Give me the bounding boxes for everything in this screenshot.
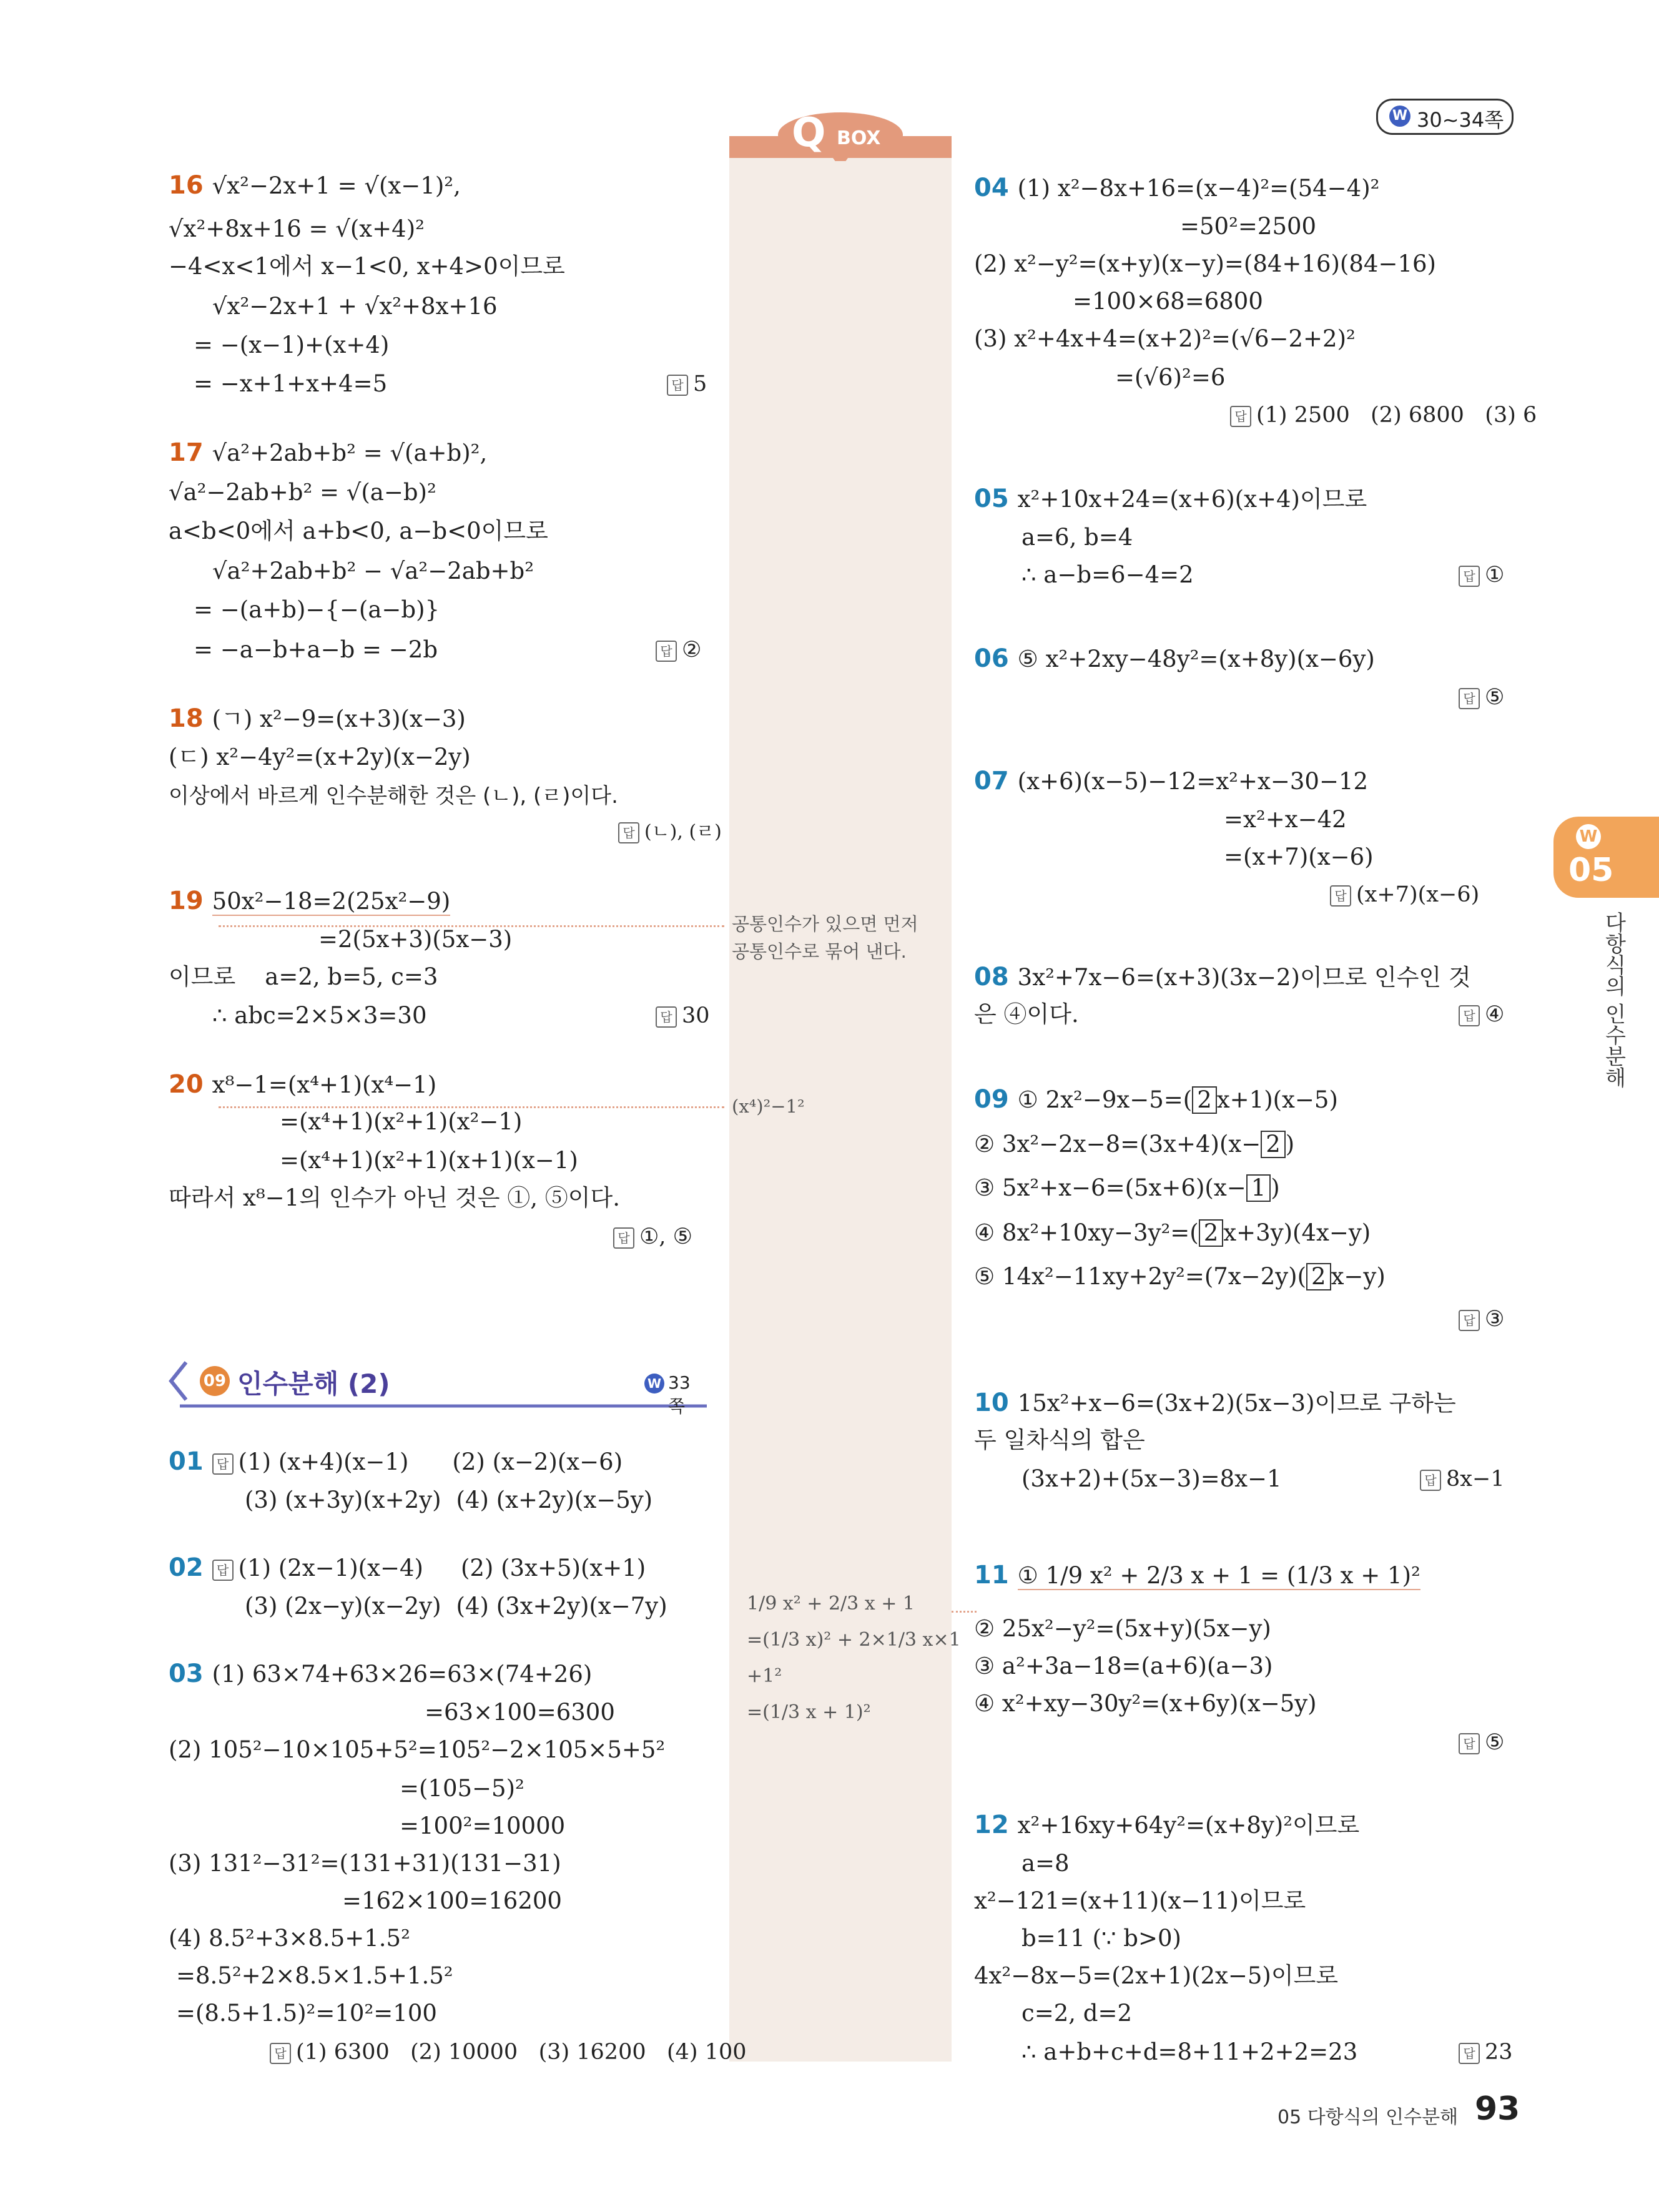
- problem-17-line5: = −(a+b)−{−(a−b)}: [194, 596, 440, 623]
- problem-12-number: 12: [974, 1811, 1009, 1839]
- problem-07-line1: 07 (x+6)(x−5)−12=x²+x−30−12: [974, 767, 1369, 795]
- problem-17-answer: 답 ②: [656, 634, 701, 666]
- problem-17-number: 17: [169, 438, 204, 467]
- section-09-page-ref: 33쪽: [668, 1372, 691, 1417]
- problem-20-line1: [169, 1069, 436, 1101]
- problem-03-line3: (2) 105²−10×105+5²=105²−2×105×5+5²: [169, 1736, 666, 1763]
- problem-04-number: 04: [974, 174, 1009, 202]
- section-09-title: 인수분해 (2): [237, 1369, 390, 1399]
- problem-09-answer: 답 ③: [1459, 1304, 1504, 1335]
- problem-01-number: 01: [169, 1447, 204, 1476]
- problem-16-number: 16: [169, 171, 204, 200]
- problem-19-line4: ∴ abc=2×5×3=30: [212, 1002, 427, 1029]
- problem-16-answer: 답 5: [667, 368, 707, 400]
- p18-text: (ㄱ) x²−9=(x+3)(x−3): [212, 705, 466, 732]
- p20-text: x⁸−1=(x⁴+1)(x⁴−1): [212, 1071, 437, 1098]
- section-09-header: [167, 1356, 707, 1417]
- problem-16-line1: [169, 170, 461, 202]
- problem-05-line1: 05 x²+10x+24=(x+6)(x+4)이므로: [974, 484, 1367, 513]
- problem-07-line3: =(x+7)(x−6): [1224, 843, 1374, 870]
- page-ref-pill: [1376, 99, 1514, 135]
- problem-20-number: 20: [169, 1070, 204, 1099]
- problem-18-line1: [169, 703, 466, 735]
- problem-10-line3: (3x+2)+(5x−3)=8x−1: [1021, 1465, 1282, 1492]
- note-11: 1/9 x² + 2/3 x + 1 =(1/3 x)² + 2×1/3 x×1 +1² =(1/3 x + 1)²: [747, 1593, 961, 1723]
- problem-17-line4: √a²+2ab+b² − √a²−2ab+b²: [212, 558, 534, 584]
- problem-06-number: 06: [974, 644, 1009, 673]
- problem-03-line6: (3) 131²−31²=(131+31)(131−31): [169, 1850, 561, 1877]
- problem-03-line2: =63×100=6300: [425, 1699, 615, 1726]
- problem-17-line3: a<b<0에서 a+b<0, a−b<0이므로: [169, 518, 548, 544]
- problem-12-answer: 답 23: [1459, 2037, 1513, 2068]
- problem-07-number: 07: [974, 767, 1009, 795]
- page-number: 93: [1475, 2090, 1520, 2128]
- side-tab-label: 다항식의 인수분해: [1601, 912, 1626, 1088]
- problem-03-number: 03: [169, 1659, 204, 1688]
- problem-03-line10: =(8.5+1.5)²=10²=100: [176, 2000, 437, 2027]
- problem-04-line4: =100×68=6800: [1073, 288, 1263, 315]
- problem-05-number: 05: [974, 484, 1009, 513]
- problem-08-line1: 08 3x²+7x−6=(x+3)(3x−2)이므로 인수인 것: [974, 963, 1471, 991]
- problem-18-line2: (ㄷ) x²−4y²=(x+2y)(x−2y): [169, 744, 471, 770]
- problem-03-line9: =8.5²+2×8.5×1.5+1.5²: [176, 1962, 453, 1989]
- problem-10-number: 10: [974, 1389, 1009, 1417]
- problem-20-line2: =(x⁴+1)(x²+1)(x²−1): [280, 1108, 523, 1135]
- problem-04-line1: 04 (1) x²−8x+16=(x−4)²=(54−4)²: [974, 174, 1380, 202]
- problem-10-line2: 두 일차식의 합은: [974, 1427, 1145, 1453]
- problem-18-number: 18: [169, 704, 204, 733]
- problem-19-line2: =2(5x+3)(5x−3): [318, 926, 513, 953]
- problem-11-answer: 답 ⑤: [1459, 1727, 1504, 1758]
- problem-19-line3: 이므로 a=2, b=5, c=3: [169, 963, 438, 990]
- problem-09-line4: ④ 8x²+10xy−3y²=( 2 x+3y)(4x−y): [974, 1219, 1371, 1246]
- problem-16-line5: = −(x−1)+(x+4): [194, 332, 390, 358]
- problem-04-line2: =50²=2500: [1180, 213, 1317, 240]
- chapter-side-tab: [1553, 817, 1659, 898]
- p16-text: √x²−2x+1 = √(x−1)²,: [212, 172, 461, 199]
- problem-09-line1: 09 ① 2x²−9x−5=( 2 x+1)(x−5): [974, 1085, 1338, 1114]
- problem-12-line7: ∴ a+b+c+d=8+11+2+2=23: [1021, 2038, 1358, 2065]
- problem-03-line1: [169, 1658, 592, 1690]
- qbox-header: [729, 111, 952, 161]
- problem-11-line2: ② 25x²−y²=(5x+y)(5x−y): [974, 1615, 1271, 1642]
- problem-17-line6: = −a−b+a−b = −2b: [194, 636, 438, 663]
- problem-12-line3: x²−121=(x+11)(x−11)이므로: [974, 1887, 1306, 1914]
- p03-text: (1) 63×74+63×26=63×(74+26): [212, 1661, 593, 1688]
- problem-06-line1: 06 ⑤ x²+2xy−48y²=(x+8y)(x−6y): [974, 644, 1375, 673]
- tab-w-icon: W: [1576, 824, 1601, 849]
- problem-03-line5: =100²=10000: [400, 1812, 566, 1839]
- problem-09-line3: ③ 5x²+x−6=(5x+6)(x− 1 ): [974, 1174, 1280, 1201]
- problem-19-line1: [169, 885, 450, 917]
- problem-11-line1: 11 ① 1/9 x² + 2/3 x + 1 = (1/3 x + 1)²: [974, 1561, 1420, 1590]
- problem-09-line5: ⑤ 14x²−11xy+2y²=(7x−2y)( 2 x−y): [974, 1263, 1386, 1290]
- note-20: (x⁴)²−1²: [732, 1096, 805, 1117]
- problem-12-line5: 4x²−8x−5=(2x+1)(2x−5)이므로: [974, 1962, 1339, 1989]
- problem-02-number: 02: [169, 1553, 204, 1582]
- problem-12-line2: a=8: [1021, 1850, 1070, 1877]
- problem-02-line2: (3) (2x−y)(x−2y) (4) (3x+2y)(x−7y): [245, 1593, 667, 1620]
- problem-07-line2: =x²+x−42: [1224, 806, 1347, 833]
- note-19: 공통인수가 있으면 먼저 공통인수로 묶어 낸다.: [732, 913, 918, 962]
- problem-19-answer: 답 30: [656, 1000, 710, 1031]
- problem-20-answer: 답 ①, ⑤: [613, 1221, 692, 1252]
- p19-text: 50x²−18=2(25x²−9): [212, 888, 451, 915]
- problem-11-line3: ③ a²+3a−18=(a+6)(a−3): [974, 1653, 1273, 1679]
- problem-08-line2: 은 ④이다.: [974, 1001, 1079, 1028]
- qbox-q: Q: [792, 110, 826, 156]
- note-20-leader: [219, 1106, 724, 1108]
- problem-03-line4: =(105−5)²: [400, 1775, 524, 1802]
- problem-06-answer: 답 ⑤: [1459, 682, 1504, 713]
- problem-07-answer: 답 (x+7)(x−6): [1330, 879, 1479, 910]
- problem-10-line1: 10 15x²+x−6=(3x+2)(5x−3)이므로 구하는: [974, 1389, 1456, 1417]
- problem-03-answer: 답 (1) 6300 (2) 10000 (3) 16200 (4) 100: [270, 2037, 747, 2068]
- w-icon: W: [1389, 106, 1410, 127]
- qbox-box: BOX: [837, 127, 881, 149]
- problem-16-line4: √x²−2x+1 + √x²+8x+16: [212, 293, 498, 320]
- problem-18-line3: 이상에서 바르게 인수분해한 것은 (ㄴ), (ㄹ)이다.: [169, 784, 618, 809]
- problem-03-line7: =162×100=16200: [342, 1887, 562, 1914]
- problem-05-line3: ∴ a−b=6−4=2: [1021, 561, 1194, 588]
- problem-04-answer: 답 (1) 2500 (2) 6800 (3) 6: [1230, 400, 1537, 431]
- problem-16-line2: √x²+8x+16 = √(x+4)²: [169, 215, 425, 242]
- problem-16-line6: = −x+1+x+4=5: [194, 370, 388, 397]
- problem-01-line2: (3) (x+3y)(x+2y) (4) (x+2y)(x−5y): [245, 1487, 653, 1513]
- problem-10-answer: 답 8x−1: [1420, 1463, 1505, 1495]
- note-19-leader: [219, 925, 724, 927]
- problem-12-line1: 12 x²+16xy+64y²=(x+8y)²이므로: [974, 1811, 1360, 1839]
- problem-11-line4: ④ x²+xy−30y²=(x+6y)(x−5y): [974, 1690, 1317, 1717]
- problem-17-line1: [169, 437, 487, 469]
- problem-18-answer: 답 (ㄴ), (ㄹ): [618, 817, 722, 848]
- problem-08-number: 08: [974, 963, 1009, 991]
- problem-04-line3: (2) x²−y²=(x+y)(x−y)=(84+16)(84−16): [974, 250, 1436, 277]
- problem-19-number: 19: [169, 887, 204, 915]
- problem-04-line5: (3) x²+4x+4=(x+2)²=(√6−2+2)²: [974, 325, 1356, 352]
- problem-17-line2: √a²−2ab+b² = √(a−b)²: [169, 479, 436, 506]
- problem-11-number: 11: [974, 1561, 1009, 1590]
- problem-09-line2: ② 3x²−2x−8=(3x+4)(x− 2 ): [974, 1131, 1295, 1158]
- problem-20-line3: =(x⁴+1)(x²+1)(x+1)(x−1): [280, 1147, 578, 1174]
- problem-12-line6: c=2, d=2: [1021, 2000, 1133, 2027]
- section-09-w-icon: W: [644, 1374, 664, 1394]
- problem-20-line4: 따라서 x⁸−1의 인수가 아닌 것은 ①, ⑤이다.: [169, 1184, 620, 1211]
- section-09-badge: 09: [200, 1366, 230, 1396]
- problem-09-number: 09: [974, 1085, 1009, 1114]
- p17-text: √a²+2ab+b² = √(a+b)²,: [212, 440, 488, 466]
- problem-04-line6: =(√6)²=6: [1115, 364, 1226, 391]
- problem-12-line4: b=11 (∵ b>0): [1021, 1925, 1181, 1952]
- footer-chapter: 05 다항식의 인수분해: [1277, 2106, 1459, 2128]
- problem-02-line1: 02 답 (1) (2x−1)(x−4) (2) (3x+5)(x+1): [169, 1553, 646, 1582]
- problem-16-line3: −4<x<1에서 x−1<0, x+4>0이므로: [169, 253, 565, 280]
- problem-05-answer: 답 ①: [1459, 559, 1504, 591]
- problem-01-line1: 01 답 (1) (x+4)(x−1) (2) (x−2)(x−6): [169, 1447, 623, 1476]
- problem-05-line2: a=6, b=4: [1021, 524, 1133, 551]
- problem-03-line8: (4) 8.5²+3×8.5+1.5²: [169, 1925, 410, 1952]
- page-ref-text: 30~34쪽: [1417, 108, 1504, 132]
- tab-chapter-number: 05: [1568, 852, 1614, 889]
- problem-08-answer: 답 ④: [1459, 999, 1504, 1030]
